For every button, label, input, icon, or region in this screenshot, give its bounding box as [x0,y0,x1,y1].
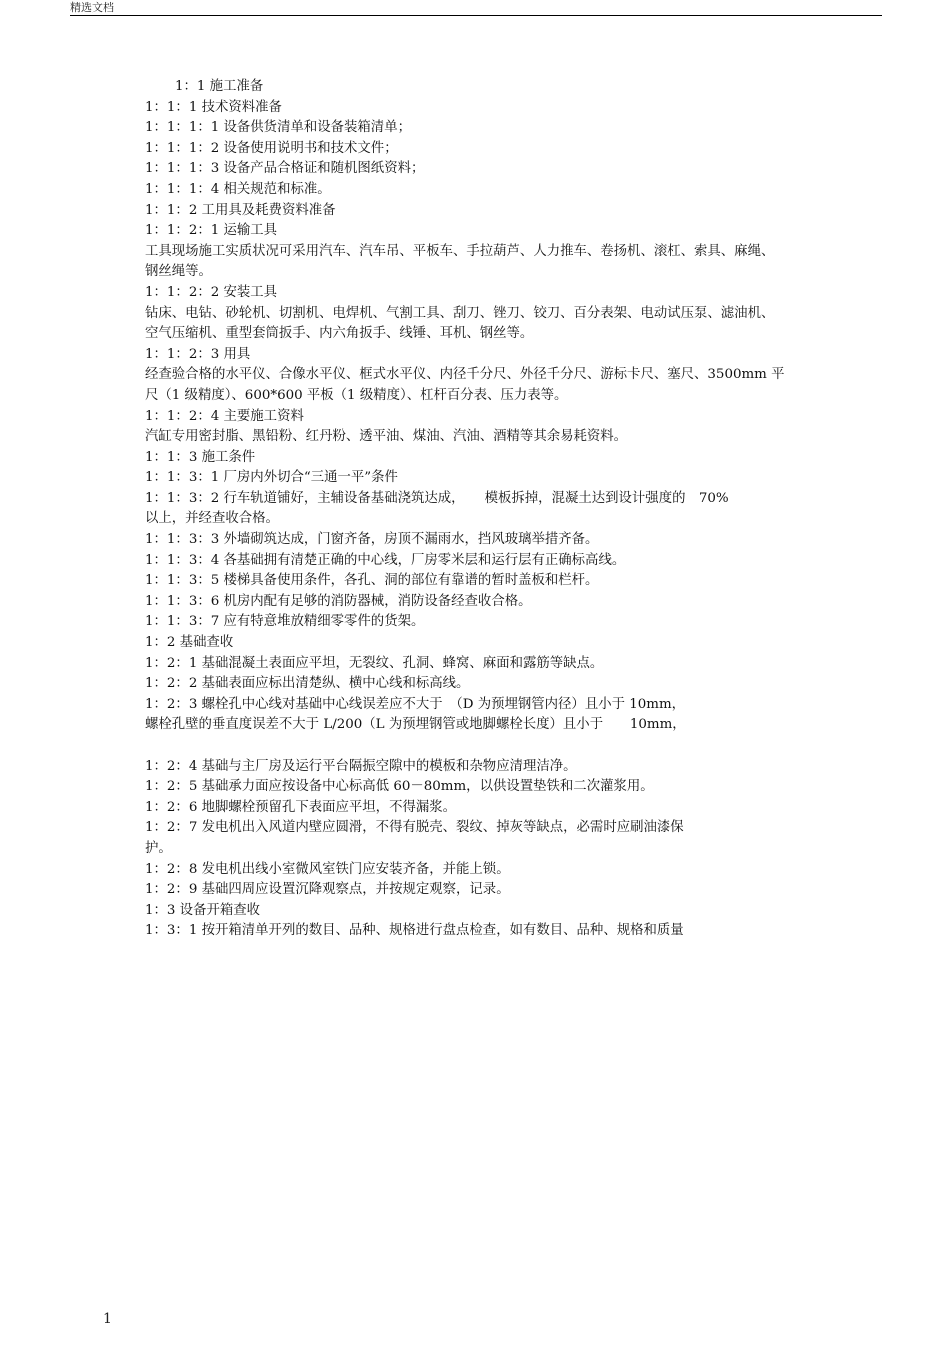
paragraph-line: 钻床、电钻、砂轮机、切割机、电焊机、气割工具、刮刀、锉刀、铰刀、百分表架、电动试压泵、滤油机、 [145,305,775,321]
list-item: 1：1：2：4 主要施工资料 [145,408,304,424]
list-item: 1：1：3：2 行车轨道铺好，主辅设备基础浇筑达成， 模板拆掉，混凝土达到设计强度的 70% [145,490,729,506]
paragraph-line: 钢丝绳等。 [145,264,212,280]
section-heading: 1：1 施工准备 [175,79,264,94]
paragraph-line: 经查验合格的水平仪、合像水平仪、框式水平仪、内径千分尺、外径千分尺、游标卡尺、塞尺、3500mm 平 [145,367,785,383]
subsection-heading: 1：1：1 技术资料准备 [145,99,282,115]
list-item: 1：1：1：4 相关规范和标准。 [145,181,331,197]
paragraph-line: 尺（1 级精度）、600*600 平板（1 级精度）、杠杆百分表、压力表等。 [145,387,568,403]
header-title: 精选文档 [70,1,114,14]
list-item: 1：1：2：1 运输工具 [145,223,278,239]
list-item: 1：2：8 发电机出线小室微风室铁门应安装齐备，并能上锁。 [145,861,510,877]
list-item: 1：1：3：4 各基础拥有清楚正确的中心线，厂房零米层和运行层有正确标高线。 [145,552,626,568]
list-item: 1：1：1：1 设备供货清单和设备装箱清单； [145,120,411,136]
list-item: 1：2：3 螺栓孔中心线对基础中心线误差应不大于 （D 为预埋钢管内径）且小于 10mm， [145,696,686,712]
list-item: 1：2：6 地脚螺栓预留孔下表面应平坦，不得漏浆。 [145,799,457,815]
subsection-heading: 1：1：2 工用具及耗费资料准备 [145,202,336,218]
paragraph-line: 工具现场施工实质状况可采用汽车、汽车吊、平板车、手拉葫芦、人力推车、卷扬机、滚杠、索具、麻绳、 [145,243,775,259]
section-heading: 1：2 基础查收 [145,635,234,651]
list-item: 1：1：3：5 楼梯具备使用条件，各孔、洞的部位有靠谱的暂时盖板和栏杆。 [145,573,599,589]
list-item: 1：2：9 基础四周应设置沉降观察点，并按规定观察，记录。 [145,882,510,898]
list-item: 1：1：1：3 设备产品合格证和随机图纸资料； [145,161,425,177]
subsection-heading: 1：1：3 施工条件 [145,449,256,465]
list-item: 1：1：3：1 厂房内外切合“三通一平”条件 [145,470,398,486]
list-item: 1：1：2：3 用具 [145,346,251,362]
page-header [70,2,882,16]
list-item: 1：2：4 基础与主厂房及运行平台隔振空隙中的模板和杂物应清理洁净。 [145,758,577,774]
list-item: 1：1：3：7 应有特意堆放精细零零件的货架。 [145,614,425,630]
paragraph-line: 螺栓孔壁的垂直度误差不大于 L/200（L 为预埋钢管或地脚螺栓长度）且小于 10mm， [145,717,686,733]
list-item: 1：2：1 基础混凝土表面应平坦，无裂纹、孔洞、蜂窝、麻面和露筋等缺点。 [145,655,604,671]
list-item: 1：1：1：2 设备使用说明书和技术文件； [145,140,398,156]
list-item: 1：2：2 基础表面应标出清楚纵、横中心线和标高线。 [145,676,470,692]
section-heading: 1：3 设备开箱查收 [145,902,261,918]
document-body [145,77,895,942]
paragraph-line: 汽缸专用密封脂、黑铅粉、红丹粉、透平油、煤油、汽油、酒精等其余易耗资料。 [145,429,628,445]
blank-line [145,736,895,757]
list-item: 1：1：3：6 机房内配有足够的消防器械，消防设备经查收合格。 [145,593,532,609]
paragraph-line: 护。 [145,840,172,856]
list-item: 1：1：2：2 安装工具 [145,284,278,300]
page-number: 1 [103,1311,112,1327]
list-item: 1：2：5 基础承力面应按设备中心标高低 60－80mm，以供设置垫铁和二次灌浆用。 [145,779,654,795]
list-item: 1：1：3：3 外墙砌筑达成，门窗齐备，房顶不漏雨水，挡风玻璃举措齐备。 [145,532,599,548]
list-item: 1：3：1 按开箱清单开列的数目、品种、规格进行盘点检查，如有数目、品种、规格和质量 [145,923,684,939]
list-item: 1：2：7 发电机出入风道内壁应圆滑，不得有脱壳、裂纹、掉灰等缺点，必需时应刷油漆保 [145,820,684,836]
paragraph-line: 以上，并经查收合格。 [145,511,279,527]
paragraph-line: 空气压缩机、重型套筒扳手、内六角扳手、线锤、耳机、钢丝等。 [145,326,534,342]
